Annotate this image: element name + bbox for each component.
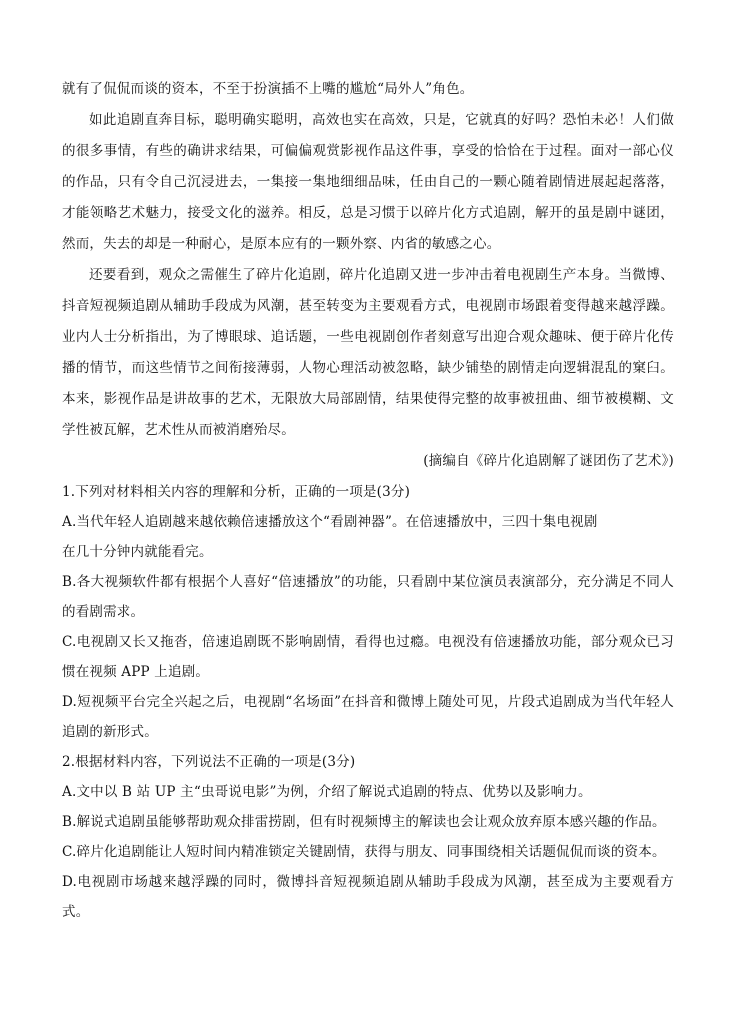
question-2-option-c: C.碎片化追剧能让人短时间内精准锁定关键剧情，获得与朋友、同事围绕相关话题侃侃而谈的资本。 — [62, 844, 666, 860]
option-a-line-2: 在几十分钟内就能看完。 — [62, 544, 213, 560]
question-1-option-c: C.电视剧又长又拖沓，倍速追剧既不影响剧情，看得也过瘾。电视没有倍速播放功能，部分观众已习惯在视频 APP 上追剧。 — [62, 634, 674, 680]
question-1-option-d: D.短视频平台完全兴起之后，电视剧“名场面”在抖音和微博上随处可见，片段式追剧成为当代年轻人追剧的新形式。 — [62, 694, 674, 740]
passage-source: (摘编自《碎片化追剧解了谜团伤了艺术》) — [423, 453, 674, 469]
question-2-option-b: B.解说式追剧虽能够帮助观众排雷捞剧，但有时视频博主的解读也会让观众放弃原本感兴趣的作品。 — [62, 814, 666, 830]
question-1-stem: 1.下列对材料相关内容的理解和分析，正确的一项是(3分) — [62, 484, 411, 500]
passage-paragraph-3: 还要看到，观众之需催生了碎片化追剧，碎片化追剧又进一步冲击着电视剧生产本身。当微博、抖音短视频追剧从辅助手段成为风潮，甚至转变为主要观看方式，电视剧市场跟着变得越来越浮躁。业内人士分析指出，为了博眼球、追话题，一些电视剧创作者刻意写出迎合观众趣味、便于碎片化传播的情节，而这些情节之间衔接薄弱，人物心理活动被忽略，缺少铺垫的剧情走向逻辑混乱的窠臼。本来，影视作品是讲故事的艺术，无限放大局部剧情，结果使得完整的故事被扭曲、细节被模糊、文学性被瓦解，艺术性从而被消磨殆尽。 — [62, 267, 674, 438]
question-2-stem: 2.根据材料内容，下列说法不正确的一项是(3分) — [62, 754, 356, 770]
passage-paragraph-1: 就有了侃侃而谈的资本，不至于扮演插不上嘴的尴尬“局外人”角色。 — [62, 81, 474, 97]
question-2-option-d: D.电视剧市场越来越浮躁的同时，微博抖音短视频追剧从辅助手段成为风潮，甚至成为主要观看方式。 — [62, 874, 674, 920]
question-1-option-b: B.各大视频软件都有根据个人喜好“倍速播放”的功能，只看剧中某位演员表演部分，充分满足不同人的看剧需求。 — [62, 574, 674, 620]
document-page — [62, 74, 674, 927]
question-1-option-a — [62, 507, 674, 567]
option-a-line-1: A.当代年轻人追剧越来越依赖倍速播放这个“看剧神器”。在倍速播放中，三四十集电视剧 — [62, 514, 598, 530]
question-2-option-a: A.文中以 B 站 UP 主“虫哥说电影”为例，介绍了解说式追剧的特点、优势以及影响力。 — [62, 784, 592, 800]
passage-paragraph-2: 如此追剧直奔目标，聪明确实聪明，高效也实在高效，只是，它就真的好吗？恐怕未必！人们做的很多事情，有些的确讲求结果，可偏偏观赏影视作品这件事，享受的恰恰在于过程。面对一部心仪的作品，只有令自己沉浸进去，一集接一集地细细品味，任由自己的一颗心随着剧情进展起起落落，才能领略艺术魅力，接受文化的滋养。相反，总是习惯于以碎片化方式追剧，解开的虽是剧中谜团，然而，失去的却是一种耐心，是原本应有的一颗外察、内省的敏感之心。 — [62, 112, 674, 252]
